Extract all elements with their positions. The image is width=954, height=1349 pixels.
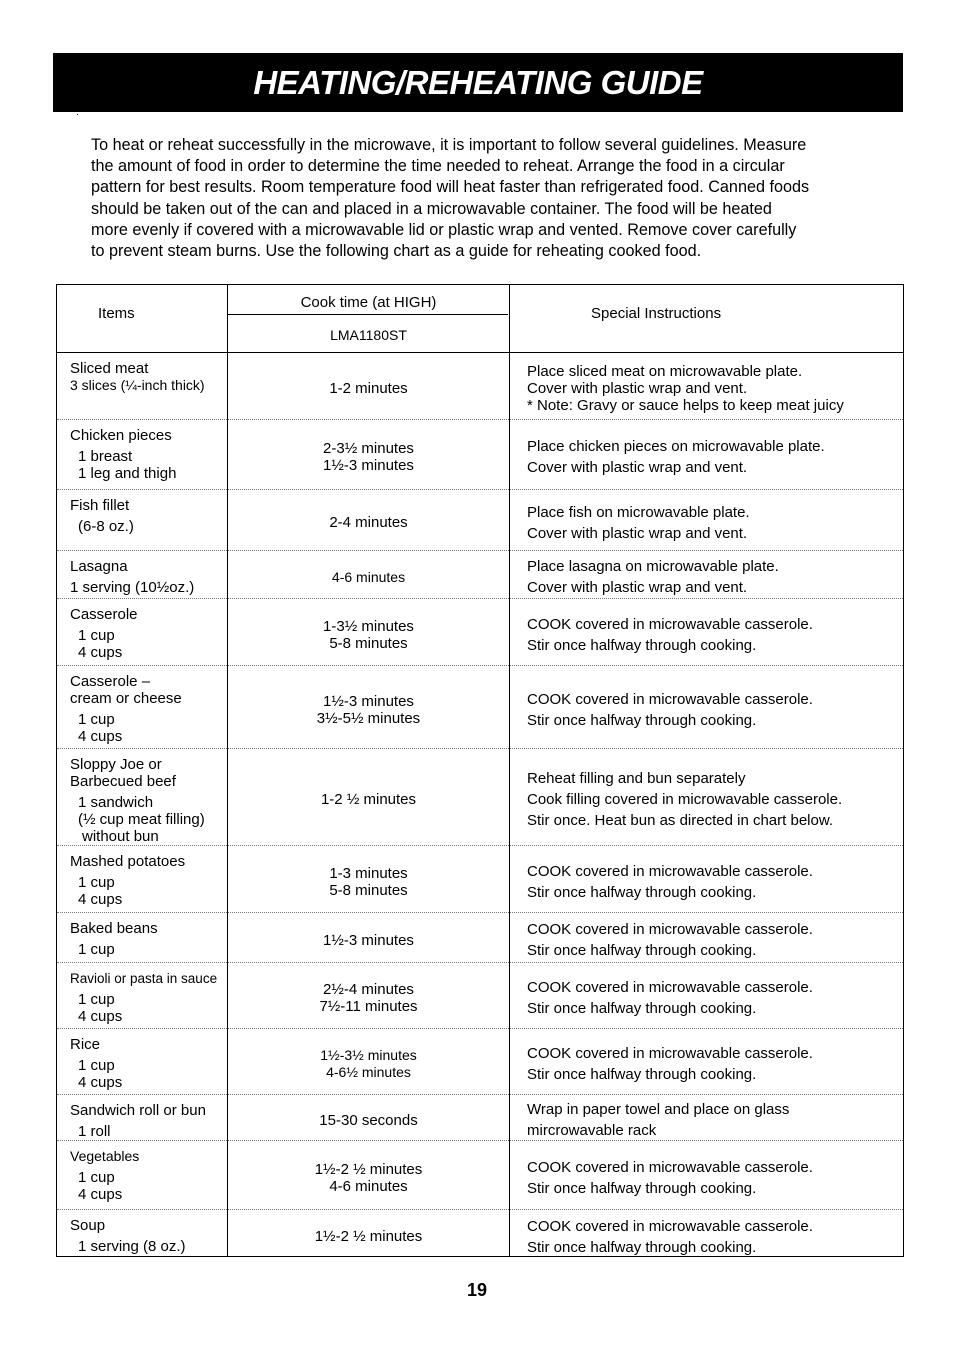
instruction-line: Cover with plastic wrap and vent. — [527, 579, 748, 596]
cook-time-cell — [228, 569, 509, 586]
instruction-line: Reheat filling and bun separately — [527, 770, 746, 787]
instructions-cell — [527, 1216, 813, 1258]
instruction-line: COOK covered in microwavable casserole. — [527, 1158, 813, 1176]
instruction-line: COOK covered in microwavable casserole. — [527, 921, 813, 938]
cook-time: 2-4 minutes — [329, 514, 408, 531]
cook-time: 4-6½ minutes — [326, 1064, 411, 1080]
cook-time: 1-3 minutes — [329, 864, 408, 882]
cook-time: 1½-2 ½ minutes — [314, 1228, 423, 1245]
instruction-line: Stir once. Heat bun as directed in chart below. — [527, 812, 834, 829]
instruction-line: * Note: Gravy or sauce helps to keep meat juicy — [527, 397, 844, 414]
cook-time: 2½-4 minutes — [323, 981, 414, 998]
item-portion: 4 cups — [78, 728, 123, 745]
intro-line: should be taken out of the can and placed in a microwavable container. The food will be heated — [91, 199, 772, 218]
instructions-cell — [527, 689, 813, 731]
instruction-line: Stir once halfway through cooking. — [527, 1000, 757, 1017]
cook-time: 4-6 minutes — [329, 1177, 408, 1195]
cook-time-cell — [228, 440, 509, 474]
cook-time-cell — [228, 981, 509, 1015]
cook-time-cell — [228, 1112, 509, 1129]
instruction-line: COOK covered in microwavable casserole. — [527, 615, 813, 633]
cook-time-cell — [228, 1161, 509, 1195]
instructions-cell — [527, 502, 750, 544]
page-title: HEATING/REHEATING GUIDE — [253, 63, 703, 101]
row-separator — [57, 748, 903, 749]
instruction-line: Stir once halfway through cooking. — [527, 942, 757, 959]
item-cell — [70, 920, 158, 958]
reheating-table — [56, 284, 904, 1257]
instruction-line: Stir once halfway through cooking. — [527, 711, 757, 729]
cook-time-cell — [228, 514, 509, 531]
item-portion: 4 cups — [78, 891, 123, 908]
instruction-line: mircrowavable rack — [527, 1122, 657, 1139]
item-name: Sliced meat — [70, 360, 149, 377]
item-name: Mashed potatoes — [70, 853, 186, 870]
intro-line: To heat or reheat successfully in the microwave, it is important to follow several guidelines. Measure — [91, 136, 807, 154]
instruction-line: Place lasagna on microwavable plate. — [527, 558, 779, 575]
item-name: Chicken pieces — [70, 427, 172, 444]
item-portion: 1 roll — [78, 1123, 111, 1140]
column-divider — [509, 285, 510, 1256]
item-name: Rice — [70, 1036, 101, 1053]
item-portion: 1 cup — [78, 941, 115, 958]
row-separator — [57, 1209, 903, 1210]
item-name: Casserole – — [70, 673, 151, 690]
item-portion: 3 slices (¼-inch thick) — [70, 377, 205, 393]
cook-time: 2-3½ minutes — [323, 440, 414, 457]
item-cell — [70, 497, 134, 535]
cook-time: 1½-3 minutes — [323, 457, 414, 474]
instruction-line: COOK covered in microwavable casserole. — [527, 979, 813, 996]
stray-dot: . — [76, 107, 79, 118]
item-cell — [70, 1217, 186, 1255]
header-subdivider — [228, 314, 508, 315]
instruction-line: Cook filling covered in microwavable casserole. — [527, 791, 843, 808]
row-separator — [57, 550, 903, 551]
cook-time: 1½-3 minutes — [323, 692, 414, 710]
item-name: Fish fillet — [70, 497, 130, 514]
instruction-line: COOK covered in microwavable casserole. — [527, 690, 813, 708]
instructions-cell — [527, 768, 842, 831]
instructions-cell — [527, 1043, 813, 1085]
intro-paragraph — [91, 135, 881, 262]
instruction-line: Cover with plastic wrap and vent. — [527, 459, 748, 476]
header-model: LMA1180ST — [330, 327, 407, 343]
item-portion: 4 cups — [78, 644, 123, 661]
item-name: Casserole — [70, 606, 138, 623]
item-portion: (6-8 oz.) — [78, 518, 134, 535]
item-name: Soup — [70, 1217, 106, 1234]
cook-time-cell — [228, 1047, 509, 1081]
instruction-line: COOK covered in microwavable casserole. — [527, 862, 813, 880]
cook-time: 1½-2 ½ minutes — [314, 1160, 423, 1178]
cook-time-cell — [228, 693, 509, 727]
instruction-line: Cover with plastic wrap and vent. — [527, 524, 748, 542]
cook-time: 5-8 minutes — [329, 634, 408, 652]
instruction-line: Wrap in paper towel and place on glass — [527, 1101, 790, 1118]
page-number: 19 — [466, 1280, 488, 1300]
cook-time-cell — [228, 932, 509, 949]
instruction-line: Stir once halfway through cooking. — [527, 1066, 757, 1083]
cook-time: 1-2 minutes — [329, 380, 408, 397]
item-cell — [70, 673, 182, 745]
item-portion: 1 cup — [78, 627, 115, 644]
instruction-line: COOK covered in microwavable casserole. — [527, 1217, 813, 1235]
row-separator — [57, 598, 903, 599]
item-cell — [70, 1102, 206, 1140]
item-portion: 4 cups — [78, 1186, 123, 1203]
row-separator — [57, 665, 903, 666]
cook-time-cell — [228, 618, 509, 652]
header-instructions: Special Instructions — [591, 305, 722, 322]
row-separator — [57, 1028, 903, 1029]
item-name: Lasagna — [70, 558, 128, 575]
instruction-line: Stir once halfway through cooking. — [527, 1179, 757, 1197]
header-items: Items — [98, 305, 135, 322]
instruction-line: Cover with plastic wrap and vent. — [527, 380, 748, 397]
cook-time: 4-6 minutes — [331, 568, 406, 585]
instructions-cell — [527, 861, 813, 903]
item-portion: 1 cup — [78, 711, 115, 728]
item-name: Baked beans — [70, 920, 158, 937]
cook-time: 1-2 ½ minutes — [320, 791, 417, 808]
instruction-line: Place sliced meat on microwavable plate. — [527, 363, 803, 380]
cook-time-cell — [228, 791, 509, 808]
row-separator — [57, 845, 903, 846]
instruction-line: Stir once halfway through cooking. — [527, 636, 757, 654]
intro-line: the amount of food in order to determine the time needed to reheat. Arrange the food in a circular — [91, 157, 785, 176]
item-portion: 1 serving (10½oz.) — [70, 579, 195, 596]
item-portion: 4 cups — [78, 1008, 123, 1025]
instructions-cell — [527, 436, 825, 478]
cook-time: 5-8 minutes — [329, 881, 408, 899]
cook-time: 1½-3 minutes — [323, 931, 414, 949]
row-separator — [57, 912, 903, 913]
item-cell — [70, 558, 194, 596]
item-name: Ravioli or pasta in sauce — [70, 971, 218, 986]
item-portion: cream or cheese — [70, 690, 182, 707]
cook-time: 3½-5½ minutes — [316, 709, 421, 727]
header-cook-time: Cook time (at HIGH) — [300, 294, 437, 311]
instructions-cell — [527, 614, 813, 656]
cook-time: 15-30 seconds — [319, 1111, 418, 1129]
header-bottom-rule — [57, 352, 903, 353]
item-portion: (½ cup meat filling) — [78, 811, 205, 828]
instruction-line: Place chicken pieces on microwavable plate. — [527, 438, 825, 455]
row-separator — [57, 1094, 903, 1095]
title-banner — [53, 53, 903, 112]
item-cell — [70, 970, 217, 1025]
column-divider — [227, 285, 228, 1256]
item-portion: without bun — [82, 828, 159, 845]
instruction-line: Place fish on microwavable plate. — [527, 503, 750, 521]
item-name: Sloppy Joe or — [70, 756, 162, 773]
cook-time: 7½-11 minutes — [319, 998, 418, 1015]
row-separator — [57, 962, 903, 963]
item-portion: 1 breast — [78, 448, 133, 465]
instruction-line: Stir once halfway through cooking. — [527, 1238, 757, 1256]
item-name: Sandwich roll or bun — [70, 1102, 206, 1119]
row-separator — [57, 489, 903, 490]
instructions-cell — [527, 919, 813, 961]
item-cell — [70, 606, 138, 661]
instructions-cell — [527, 363, 844, 414]
item-portion: 1 cup — [78, 874, 115, 891]
item-portion: 1 cup — [78, 991, 115, 1008]
item-cell — [70, 427, 176, 482]
item-portion: 1 cup — [78, 1169, 115, 1186]
item-name: Vegetables — [70, 1148, 140, 1164]
instruction-line: COOK covered in microwavable casserole. — [527, 1045, 813, 1062]
intro-line: more evenly if covered with a microwavable lid or plastic wrap and vented. Remove cover carefully — [91, 220, 797, 239]
cook-time: 1½-3½ minutes — [320, 1047, 417, 1063]
intro-line: to prevent steam burns. Use the following chart as a guide for reheating cooked food. — [91, 242, 702, 261]
item-portion: 1 serving (8 oz.) — [78, 1238, 186, 1255]
item-cell — [70, 360, 205, 394]
instruction-line: Stir once halfway through cooking. — [527, 883, 757, 901]
intro-line: pattern for best results. Room temperature food will heat faster than refrigerated food. Canned foods — [91, 178, 810, 197]
row-separator — [57, 419, 903, 420]
instructions-cell — [527, 556, 779, 598]
item-cell — [70, 853, 185, 908]
instructions-cell — [527, 1099, 789, 1141]
instructions-cell — [527, 1157, 813, 1199]
item-cell — [70, 756, 205, 845]
cook-time-cell — [228, 1228, 509, 1245]
item-portion: 1 sandwich — [78, 794, 154, 811]
cook-time-cell — [228, 865, 509, 899]
item-cell — [70, 1036, 122, 1091]
item-portion: 1 cup — [78, 1057, 115, 1074]
item-cell — [70, 1148, 139, 1203]
cook-time-cell — [228, 380, 509, 397]
item-portion: Barbecued beef — [70, 773, 176, 790]
item-portion: 4 cups — [78, 1074, 123, 1091]
instructions-cell — [527, 977, 813, 1019]
item-portion: 1 leg and thigh — [78, 465, 177, 482]
cook-time: 1-3½ minutes — [323, 617, 414, 635]
